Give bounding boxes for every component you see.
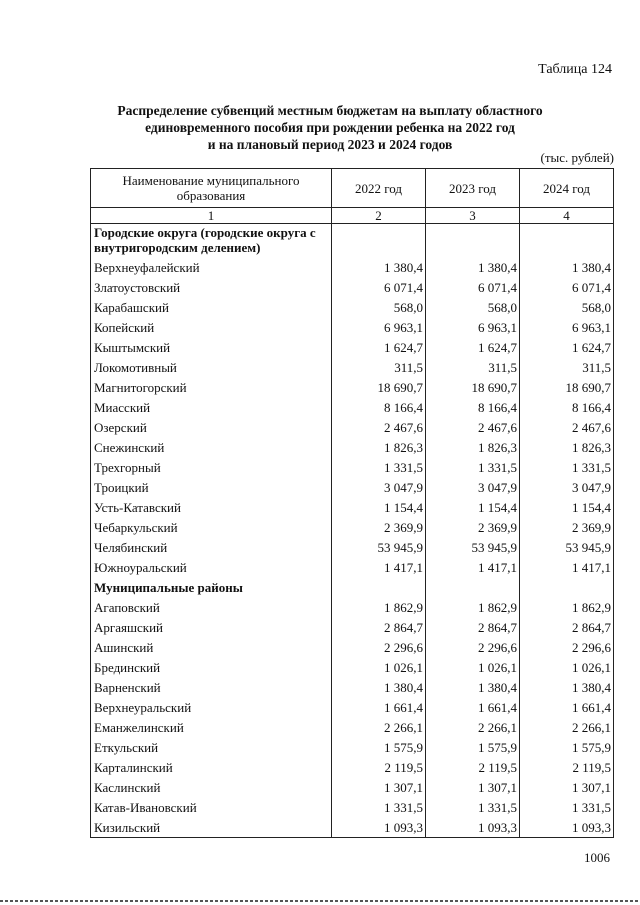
empty-cell bbox=[332, 577, 426, 597]
table-row bbox=[91, 477, 614, 497]
municipality-name: Челябинский bbox=[91, 537, 332, 557]
value-2023: 6 071,4 bbox=[426, 277, 520, 297]
table-row bbox=[91, 417, 614, 437]
title-line-3: и на плановый период 2023 и 2024 годов bbox=[207, 137, 453, 152]
value-2023: 2 119,5 bbox=[426, 757, 520, 777]
table-row bbox=[91, 437, 614, 457]
empty-cell bbox=[520, 577, 614, 597]
municipality-name: Ашинский bbox=[91, 637, 332, 657]
value-2024: 1 380,4 bbox=[520, 677, 614, 697]
value-2024: 6 963,1 bbox=[520, 317, 614, 337]
value-2022: 1 624,7 bbox=[332, 337, 426, 357]
table-row bbox=[91, 737, 614, 757]
value-2023: 6 963,1 bbox=[426, 317, 520, 337]
value-2023: 18 690,7 bbox=[426, 377, 520, 397]
value-2022: 2 864,7 bbox=[332, 617, 426, 637]
value-2023: 1 826,3 bbox=[426, 437, 520, 457]
section-title: Муниципальные районы bbox=[91, 577, 332, 597]
table-number: Таблица 124 bbox=[538, 62, 612, 77]
section-title: Городские округа (городские округа с внутригородским делением) bbox=[91, 224, 332, 258]
units-label: (тыс. рублей) bbox=[540, 150, 614, 165]
value-2022: 53 945,9 bbox=[332, 537, 426, 557]
municipality-name: Катав-Ивановский bbox=[91, 797, 332, 817]
value-2022: 568,0 bbox=[332, 297, 426, 317]
value-2022: 8 166,4 bbox=[332, 397, 426, 417]
municipality-name: Агаповский bbox=[91, 597, 332, 617]
value-2022: 1 417,1 bbox=[332, 557, 426, 577]
table-row bbox=[91, 617, 614, 637]
column-number-row bbox=[91, 208, 614, 224]
municipality-name: Верхнеуфалейский bbox=[91, 257, 332, 277]
value-2022: 18 690,7 bbox=[332, 377, 426, 397]
table-row bbox=[91, 817, 614, 838]
municipality-name: Карабашский bbox=[91, 297, 332, 317]
title-line-1: Распределение субвенций местным бюджетам на выплату областного bbox=[117, 103, 543, 118]
table-title bbox=[80, 102, 580, 153]
municipality-name: Магнитогорский bbox=[91, 377, 332, 397]
value-2022: 1 093,3 bbox=[332, 817, 426, 838]
value-2024: 1 331,5 bbox=[520, 797, 614, 817]
municipality-name: Брединский bbox=[91, 657, 332, 677]
value-2023: 2 864,7 bbox=[426, 617, 520, 637]
column-number: 1 bbox=[91, 208, 332, 224]
value-2023: 1 380,4 bbox=[426, 677, 520, 697]
table-row bbox=[91, 717, 614, 737]
table-row bbox=[91, 637, 614, 657]
value-2024: 1 624,7 bbox=[520, 337, 614, 357]
value-2022: 1 307,1 bbox=[332, 777, 426, 797]
municipality-name: Южноуральский bbox=[91, 557, 332, 577]
value-2023: 311,5 bbox=[426, 357, 520, 377]
municipality-name: Озерский bbox=[91, 417, 332, 437]
table-row bbox=[91, 497, 614, 517]
municipality-name: Еманжелинский bbox=[91, 717, 332, 737]
value-2022: 311,5 bbox=[332, 357, 426, 377]
value-2023: 1 624,7 bbox=[426, 337, 520, 357]
value-2023: 1 307,1 bbox=[426, 777, 520, 797]
municipality-name: Варненский bbox=[91, 677, 332, 697]
value-2024: 1 154,4 bbox=[520, 497, 614, 517]
table-row bbox=[91, 517, 614, 537]
municipality-name: Златоустовский bbox=[91, 277, 332, 297]
value-2022: 1 026,1 bbox=[332, 657, 426, 677]
value-2024: 1 661,4 bbox=[520, 697, 614, 717]
value-2024: 6 071,4 bbox=[520, 277, 614, 297]
value-2023: 1 331,5 bbox=[426, 797, 520, 817]
value-2024: 1 380,4 bbox=[520, 257, 614, 277]
table-row bbox=[91, 257, 614, 277]
table-row bbox=[91, 597, 614, 617]
value-2023: 3 047,9 bbox=[426, 477, 520, 497]
empty-cell bbox=[332, 224, 426, 258]
table-row bbox=[91, 457, 614, 477]
value-2022: 1 380,4 bbox=[332, 257, 426, 277]
column-number: 4 bbox=[520, 208, 614, 224]
table-row bbox=[91, 557, 614, 577]
value-2022: 3 047,9 bbox=[332, 477, 426, 497]
column-number: 2 bbox=[332, 208, 426, 224]
section-row bbox=[91, 224, 614, 258]
empty-cell bbox=[426, 224, 520, 258]
municipality-name: Снежинский bbox=[91, 437, 332, 457]
value-2024: 1 331,5 bbox=[520, 457, 614, 477]
footer-divider bbox=[0, 900, 640, 902]
table-row bbox=[91, 797, 614, 817]
value-2024: 1 307,1 bbox=[520, 777, 614, 797]
table-row bbox=[91, 697, 614, 717]
value-2024: 18 690,7 bbox=[520, 377, 614, 397]
municipality-name: Миасский bbox=[91, 397, 332, 417]
value-2024: 1 826,3 bbox=[520, 437, 614, 457]
table-row bbox=[91, 537, 614, 557]
municipality-name: Кизильский bbox=[91, 817, 332, 838]
value-2022: 2 266,1 bbox=[332, 717, 426, 737]
value-2024: 568,0 bbox=[520, 297, 614, 317]
municipality-name: Верхнеуральский bbox=[91, 697, 332, 717]
municipality-name: Трехгорный bbox=[91, 457, 332, 477]
value-2023: 1 331,5 bbox=[426, 457, 520, 477]
value-2024: 1 093,3 bbox=[520, 817, 614, 838]
value-2023: 1 417,1 bbox=[426, 557, 520, 577]
value-2022: 6 071,4 bbox=[332, 277, 426, 297]
table-row bbox=[91, 337, 614, 357]
value-2024: 1 575,9 bbox=[520, 737, 614, 757]
value-2022: 2 467,6 bbox=[332, 417, 426, 437]
value-2023: 2 296,6 bbox=[426, 637, 520, 657]
value-2022: 2 119,5 bbox=[332, 757, 426, 777]
value-2023: 2 369,9 bbox=[426, 517, 520, 537]
value-2023: 1 575,9 bbox=[426, 737, 520, 757]
municipality-name: Чебаркульский bbox=[91, 517, 332, 537]
municipality-name: Аргаяшский bbox=[91, 617, 332, 637]
value-2023: 1 093,3 bbox=[426, 817, 520, 838]
title-line-2: единовременного пособия при рождении ребенка на 2022 год bbox=[145, 120, 515, 135]
table-row bbox=[91, 657, 614, 677]
value-2024: 311,5 bbox=[520, 357, 614, 377]
value-2022: 1 862,9 bbox=[332, 597, 426, 617]
municipality-name: Каслинский bbox=[91, 777, 332, 797]
value-2022: 1 380,4 bbox=[332, 677, 426, 697]
table-row bbox=[91, 377, 614, 397]
value-2023: 1 026,1 bbox=[426, 657, 520, 677]
value-2024: 2 369,9 bbox=[520, 517, 614, 537]
value-2022: 1 331,5 bbox=[332, 457, 426, 477]
table-row bbox=[91, 677, 614, 697]
table-row bbox=[91, 357, 614, 377]
table-row bbox=[91, 297, 614, 317]
header-2023: 2023 год bbox=[426, 169, 520, 208]
table-row bbox=[91, 397, 614, 417]
municipality-name: Локомотивный bbox=[91, 357, 332, 377]
municipality-name: Кыштымский bbox=[91, 337, 332, 357]
header-2024: 2024 год bbox=[520, 169, 614, 208]
empty-cell bbox=[426, 577, 520, 597]
value-2023: 1 380,4 bbox=[426, 257, 520, 277]
table-row bbox=[91, 777, 614, 797]
value-2022: 1 575,9 bbox=[332, 737, 426, 757]
value-2024: 1 862,9 bbox=[520, 597, 614, 617]
value-2024: 1 417,1 bbox=[520, 557, 614, 577]
value-2024: 2 119,5 bbox=[520, 757, 614, 777]
header-2022: 2022 год bbox=[332, 169, 426, 208]
value-2024: 53 945,9 bbox=[520, 537, 614, 557]
municipality-name: Еткульский bbox=[91, 737, 332, 757]
value-2024: 2 296,6 bbox=[520, 637, 614, 657]
value-2023: 1 862,9 bbox=[426, 597, 520, 617]
value-2022: 1 826,3 bbox=[332, 437, 426, 457]
value-2022: 6 963,1 bbox=[332, 317, 426, 337]
table-row bbox=[91, 317, 614, 337]
column-number: 3 bbox=[426, 208, 520, 224]
value-2024: 3 047,9 bbox=[520, 477, 614, 497]
page-number: 1006 bbox=[584, 850, 610, 865]
header-name: Наименование муниципального образования bbox=[91, 169, 332, 208]
value-2023: 2 266,1 bbox=[426, 717, 520, 737]
value-2023: 8 166,4 bbox=[426, 397, 520, 417]
value-2024: 8 166,4 bbox=[520, 397, 614, 417]
value-2024: 2 864,7 bbox=[520, 617, 614, 637]
value-2023: 53 945,9 bbox=[426, 537, 520, 557]
table-row bbox=[91, 757, 614, 777]
value-2024: 2 467,6 bbox=[520, 417, 614, 437]
municipality-name: Карталинский bbox=[91, 757, 332, 777]
value-2024: 1 026,1 bbox=[520, 657, 614, 677]
value-2022: 2 296,6 bbox=[332, 637, 426, 657]
value-2022: 1 154,4 bbox=[332, 497, 426, 517]
municipality-name: Троицкий bbox=[91, 477, 332, 497]
section-row bbox=[91, 577, 614, 597]
table-row bbox=[91, 277, 614, 297]
empty-cell bbox=[520, 224, 614, 258]
value-2022: 1 661,4 bbox=[332, 697, 426, 717]
municipality-name: Усть-Катавский bbox=[91, 497, 332, 517]
value-2023: 2 467,6 bbox=[426, 417, 520, 437]
value-2023: 568,0 bbox=[426, 297, 520, 317]
value-2024: 2 266,1 bbox=[520, 717, 614, 737]
municipality-name: Копейский bbox=[91, 317, 332, 337]
value-2022: 1 331,5 bbox=[332, 797, 426, 817]
subvention-table bbox=[90, 168, 614, 838]
value-2023: 1 661,4 bbox=[426, 697, 520, 717]
value-2022: 2 369,9 bbox=[332, 517, 426, 537]
header-row bbox=[91, 169, 614, 208]
value-2023: 1 154,4 bbox=[426, 497, 520, 517]
